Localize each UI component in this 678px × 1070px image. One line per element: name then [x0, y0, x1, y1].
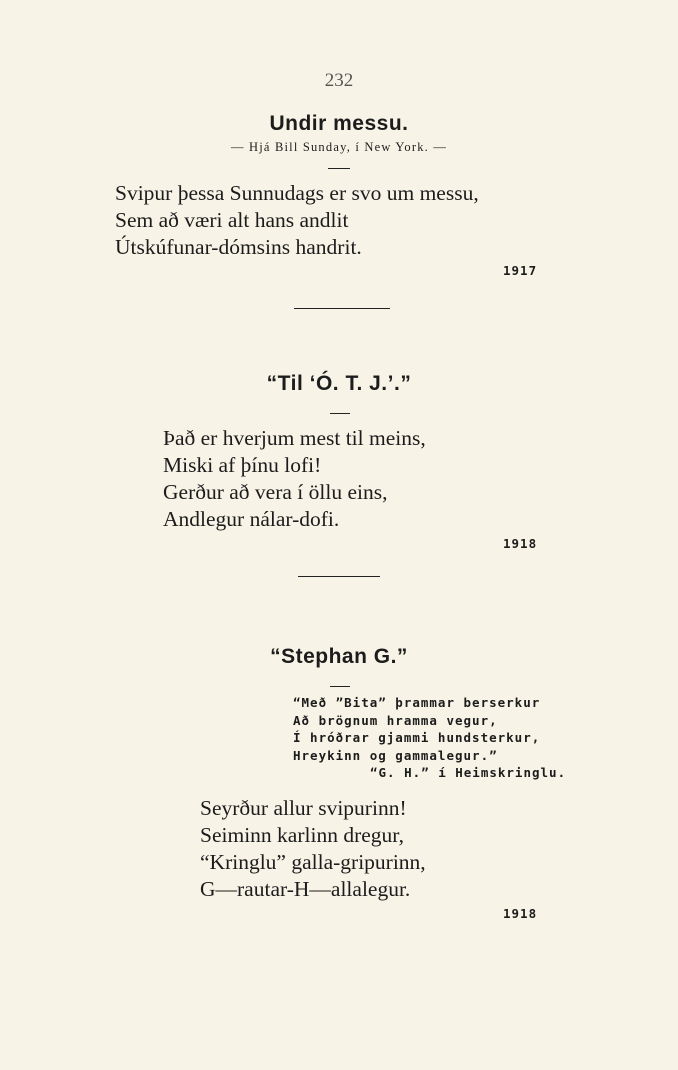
epigraph-line: Að brögnum hramma vegur, — [293, 712, 498, 728]
short-divider — [330, 686, 350, 687]
epigraph-line: “Með ”Bita” þrammar berserkur — [293, 695, 541, 710]
poem-3-verse — [200, 795, 426, 903]
verse-line: Útskúfunar-dómsins handrit. — [115, 235, 362, 259]
poem-1-title: Undir messu. — [269, 112, 409, 135]
poem-1-verse — [115, 180, 479, 261]
verse-line: Sem að væri alt hans andlit — [115, 208, 349, 232]
poem-3-year: 1918 — [503, 906, 538, 921]
verse-line: Andlegur nálar-dofi. — [163, 507, 340, 531]
verse-line: “Kringlu” galla-gripurinn, — [200, 850, 426, 874]
poem-1-subtitle: — Hjá Bill Sunday, í New York. — — [230, 140, 448, 154]
verse-line: Seyrður allur svipurinn! — [200, 796, 407, 820]
short-divider — [328, 168, 350, 169]
epigraph-line: Í hróðrar gjammi hundsterkur, — [293, 730, 541, 745]
short-divider — [330, 413, 350, 414]
verse-line: Seiminn karlinn dregur, — [200, 823, 404, 847]
verse-line: Svipur þessa Sunnudags er svo um messu, — [115, 181, 479, 205]
poem-2-verse — [163, 425, 426, 533]
poem-2-title: “Til ‘Ó. T. J.’.” — [266, 372, 412, 395]
epigraph-source: “G. H.” í Heimskringlu. — [370, 765, 567, 780]
verse-line: Miski af þínu lofi! — [163, 453, 322, 477]
poem-3-epigraph — [293, 694, 540, 764]
verse-line: Það er hverjum mest til meins, — [163, 426, 426, 450]
poem-3-title: “Stephan G.” — [270, 645, 408, 668]
section-divider — [294, 308, 390, 309]
section-divider — [298, 576, 380, 577]
epigraph-line: Hreykinn og gammalegur.” — [293, 747, 498, 763]
poem-2-year: 1918 — [503, 536, 538, 551]
page-number: 232 — [324, 70, 354, 91]
verse-line: Gerður að vera í öllu eins, — [163, 480, 388, 504]
poem-1-year: 1917 — [503, 263, 538, 278]
verse-line: G—rautar-H—allalegur. — [200, 877, 411, 901]
